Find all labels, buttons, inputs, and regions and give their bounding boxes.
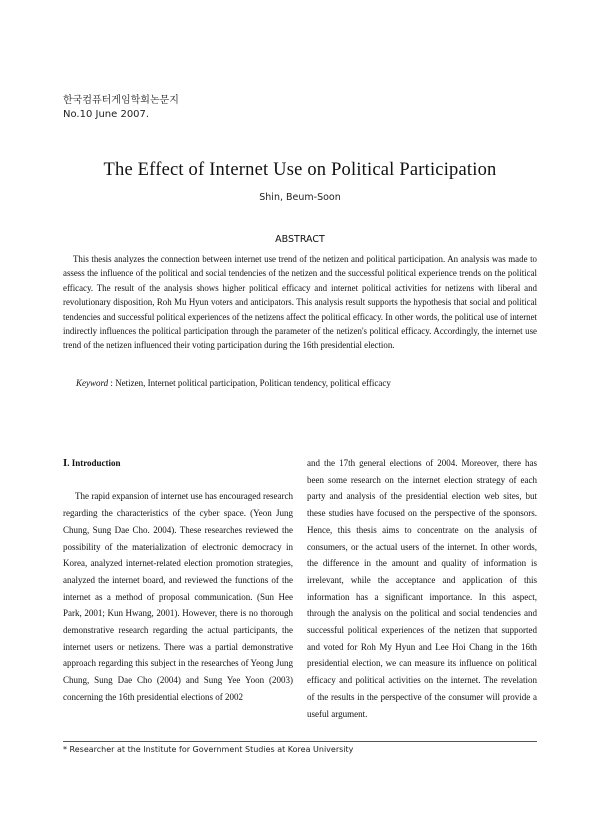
- column-right: [307, 455, 537, 722]
- journal-header: [63, 94, 179, 122]
- intro-paragraph-left: The rapid expansion of internet use has encouraged research regarding the characteristics of the cyber space. (Yeon Jung Chung, Sung Dae Cho. 2004). These researches reviewed the possibility of the materialization of electronic democracy in Korea, analyzed internet-related election promotion strategies, analyzed the internet board, and reviewed the functions of the internet as a method of proposal communication. (Sun Hee Park, 2001; Kun Hwang, 2001). However, there is no thorough demonstrative research regarding the actual participants, the internet users or netizens. There was a partial demonstrative approach regarding this subject in the researches of Yeong Jung Chung, Sung Dae Cho (2004) and Sung Yee Yoon (2003) concerning the 16th presidential elections of 2002: [63, 491, 293, 702]
- abstract-heading: ABSTRACT: [275, 234, 325, 245]
- section-heading: Ⅰ. Introduction: [63, 458, 121, 468]
- intro-paragraph-right: and the 17th general elections of 2004. Moreover, there has been some research on the internet election strategy of each party and analysis of the presidential election web sites, but these studies have focused on the perspective of the sponsors. Hence, this thesis aims to concentrate on the analysis of consumers, or the actual users of the internet. In other words, the difference in the amount and quality of information is irrelevant, while the acceptance and application of this information has a significant importance. In this aspect, through the analysis on the political and social tendencies and successful political experiences of the netizen that supported and voted for Roh My Hyun and Lee Hoi Chang in the 16th presidential election, we can measure its influence on political efficacy and political activities on the internet. The revelation of the results in the perspective of the consumer will provide a useful argument.: [307, 458, 537, 719]
- keywords-text: Netizen, Internet political participation, Politican tendency, political efficacy: [115, 378, 391, 388]
- keywords-separator: :: [108, 378, 116, 388]
- paper-author: Shin, Beum-Soon: [259, 192, 341, 203]
- abstract-text: This thesis analyzes the connection between internet use trend of the netizen and political participation. An analysis was made to assess the influence of the political and social tendencies of the netizen and the successful political experience trends on the political efficacy. The result of the analysis shows higher political efficacy and internet political activities for netizens with liberal and revolutionary disposition, Roh Mu Hyun voters and anticipators. This analysis result supports the hypothesis that social and political tendencies and successful political experiences of the netizens affect the political efficacy. In other words, the political use of internet indirectly influences the political participation through the parameter of the netizen's political efficacy. Accordingly, the internet use trend of the netizen influenced their voting participation during the 16th presidential election.: [63, 254, 537, 351]
- paragraph-spacer: [63, 472, 293, 489]
- column-left: [63, 455, 293, 706]
- paper-title: The Effect of Internet Use on Political Participation: [103, 160, 497, 180]
- footnote: * Researcher at the Institute for Government Studies at Korea University: [63, 745, 354, 754]
- footnote-divider: [63, 741, 537, 742]
- journal-issue: No.10 June 2007.: [63, 109, 150, 120]
- journal-name: 한국컴퓨터게임학회논문지: [63, 95, 179, 106]
- keywords: [76, 377, 391, 390]
- keywords-label: Keyword: [76, 378, 109, 388]
